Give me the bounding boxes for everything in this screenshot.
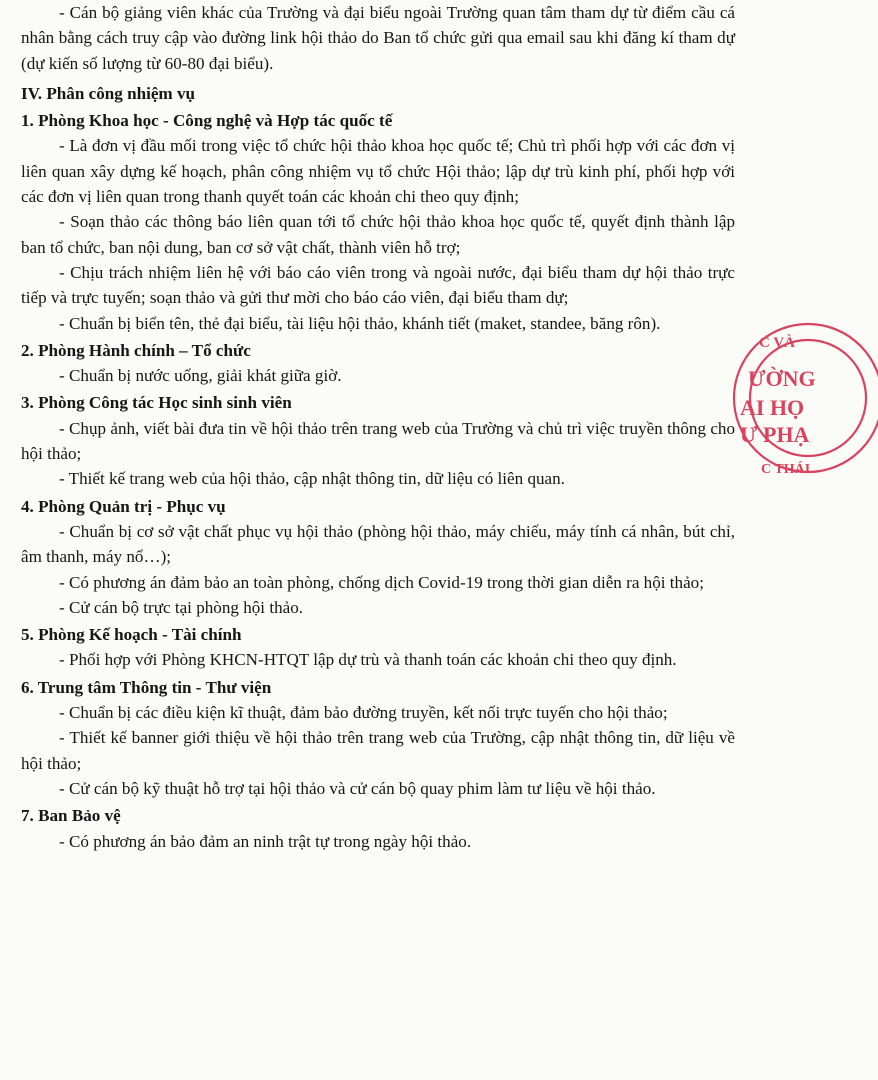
official-seal	[728, 318, 878, 478]
unit-heading: 4. Phòng Quản trị - Phục vụ	[21, 496, 226, 516]
task-item: - Phối hợp với Phòng KHCN-HTQT lập dự trù và thanh toán các khoản chi theo quy định.	[59, 650, 677, 670]
unit-heading: 3. Phòng Công tác Học sinh sinh viên	[21, 393, 292, 413]
task-item: - Chuẩn bị nước uống, giải khát giữa giờ.	[59, 366, 342, 386]
task-item: - Cử cán bộ kỹ thuật hỗ trợ tại hội thảo và cử cán bộ quay phim làm tư liệu về hội thảo.	[59, 778, 656, 798]
task-item: - Là đơn vị đầu mối trong việc tổ chức hội thảo khoa học quốc tế; Chủ trì phối hợp với các đơn vị liên quan xây dựng kế hoạch, phân công nhiệm vụ tổ chức Hội thảo; lập dự trù kinh phí, phối hợp với các đơn vị liên quan trong thanh quyết toán các khoản chi theo quy định;	[21, 136, 735, 207]
unit-section	[21, 622, 735, 673]
seal-text: Ư PHẠ	[740, 422, 810, 447]
task-item: - Có phương án đảm bảo an toàn phòng, chống dịch Covid-19 trong thời gian diễn ra hội thảo;	[59, 572, 704, 592]
task-item: - Soạn thảo các thông báo liên quan tới tổ chức hội thảo khoa học quốc tế, quyết định thành lập ban tổ chức, ban nội dung, ban cơ sở vật chất, thành viên hỗ trợ;	[21, 212, 735, 257]
unit-heading: 2. Phòng Hành chính – Tổ chức	[21, 340, 251, 360]
task-item: - Chuẩn bị biển tên, thẻ đại biểu, tài liệu hội thảo, khánh tiết (maket, standee, băng rôn).	[59, 313, 661, 333]
unit-heading: 5. Phòng Kế hoạch - Tài chính	[21, 625, 242, 645]
seal-text: C VÀ	[759, 335, 795, 351]
unit-heading: 1. Phòng Khoa học - Công nghệ và Hợp tác quốc tế	[21, 111, 393, 131]
task-item: - Cử cán bộ trực tại phòng hội thảo.	[59, 597, 304, 617]
unit-section	[21, 803, 735, 854]
unit-section	[21, 494, 735, 620]
unit-section	[21, 390, 735, 491]
task-item: - Chuẩn bị cơ sở vật chất phục vụ hội thảo (phòng hội thảo, máy chiếu, máy tính cá nhân, bút chỉ, âm thanh, máy nổ…);	[21, 521, 735, 567]
task-item: - Thiết kế trang web của hội thảo, cập nhật thông tin, dữ liệu có liên quan.	[59, 469, 565, 489]
seal-text: ƯỜNG	[748, 366, 816, 391]
task-item: - Chuẩn bị các điều kiện kĩ thuật, đảm bảo đường truyền, kết nối trực tuyến cho hội thảo;	[59, 703, 668, 723]
unit-section	[21, 108, 735, 336]
unit-section	[21, 338, 735, 389]
intro-paragraph: - Cán bộ giảng viên khác của Trường và đại biểu ngoài Trường quan tâm tham dự từ điểm cầu cá nhân bằng cách truy cập vào đường link hội thảo do Ban tổ chức gửi qua email sau khi đăng kí tham dự (dự kiến số lượng từ 60-80 đại biểu).	[21, 3, 735, 73]
unit-heading: 7. Ban Bảo vệ	[21, 806, 121, 826]
unit-heading: 6. Trung tâm Thông tin - Thư viện	[21, 677, 272, 697]
unit-section	[21, 675, 735, 801]
task-item: - Chịu trách nhiệm liên hệ với báo cáo viên trong và ngoài nước, đại biểu tham dự hội thảo trực tiếp và trực tuyến; soạn thảo và gửi thư mời cho báo cáo viên, đại biểu tham dự;	[21, 262, 735, 308]
seal-text: C THÁI	[761, 462, 811, 477]
seal-text: AI HỌ	[740, 395, 805, 420]
task-item: - Có phương án bảo đảm an ninh trật tự trong ngày hội thảo.	[59, 831, 472, 851]
task-item: - Thiết kế banner giới thiệu về hội thảo trên trang web của Trường, cập nhật thông tin, dữ liệu về hội thảo;	[21, 728, 735, 773]
section-heading: IV. Phân công nhiệm vụ	[21, 83, 195, 103]
task-item: - Chụp ảnh, viết bài đưa tin về hội thảo trên trang web của Trường và chủ trì việc truyền thông cho hội thảo;	[21, 418, 735, 464]
document-page	[21, 0, 735, 854]
